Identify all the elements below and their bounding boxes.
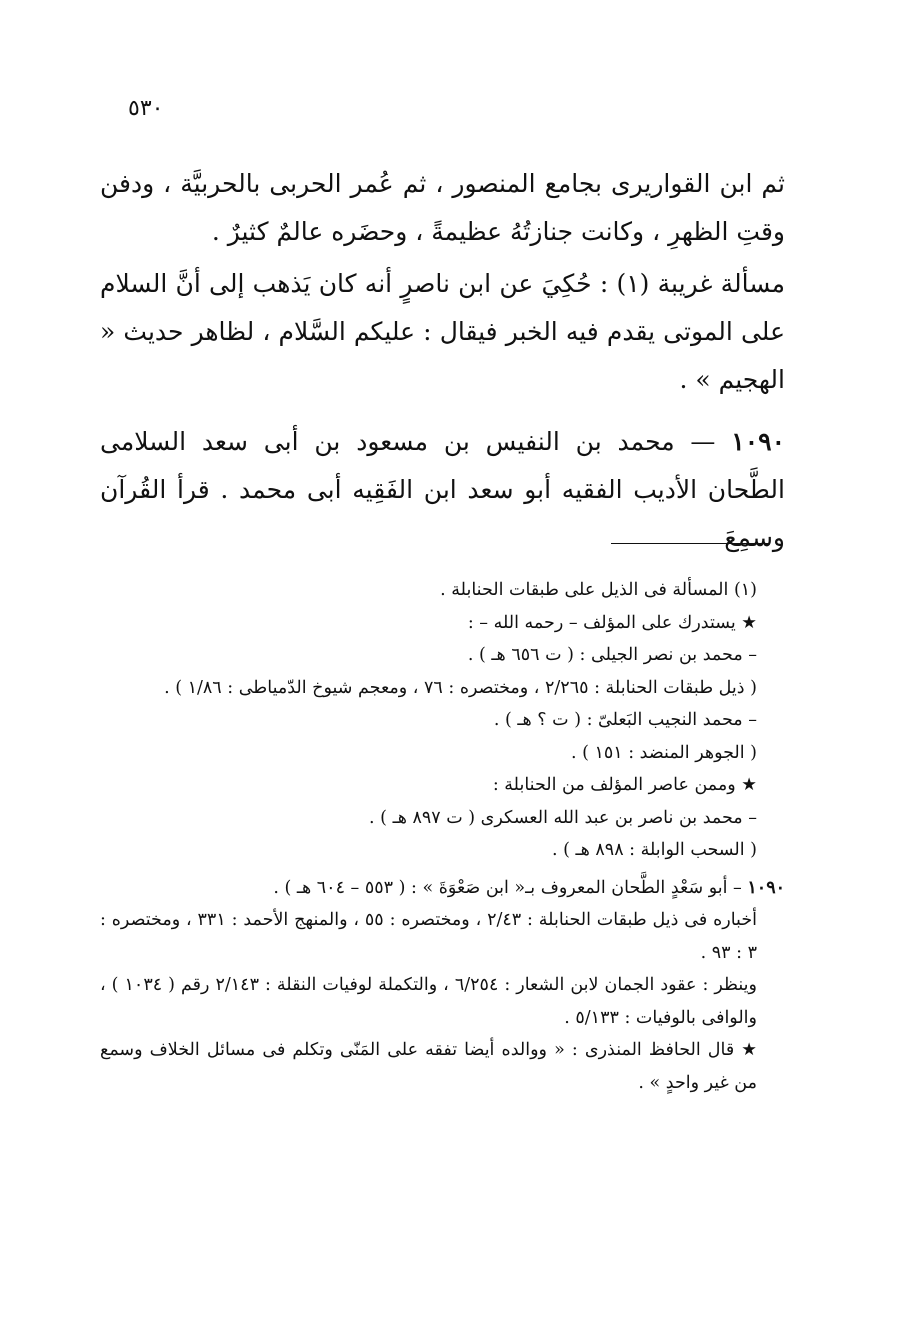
- footnote-line: – محمد بن نصر الجيلى : ( ت ٦٥٦ هـ ) .: [467, 645, 757, 665]
- footnote-entry: [100, 872, 785, 905]
- main-paragraph: مسألة غريبة (١) : حُكِيَ عن ابن ناصرٍ أنه كان يَذهب إلى أنَّ السلام على الموتى يقدم فيه الخبر فيقال : عليكم السَّلام ، لظاهر حديث « الهجيم » .: [100, 269, 785, 394]
- page-number: ٥٣٠: [128, 96, 164, 121]
- footnote-entry-number: ١٠٩٠: [747, 877, 785, 898]
- footnote-source: وينظر : عقود الجمان لابن الشعار : ٦/٢٥٤ ، والتكملة لوفيات النقلة : ٢/١٤٣ رقم ( ١٠٣٤ ) ، والوافى بالوفيات : ٥/١٣٣ .: [100, 975, 757, 1028]
- footnote-line: ★ يستدرك على المؤلف – رحمه الله – :: [467, 612, 757, 633]
- biography-entry: [100, 418, 785, 562]
- footnote-separator: [611, 543, 769, 544]
- footnote-source: ★ قال الحافظ المنذرى : « ووالده أيضا تفقه على المَنّى وتكلم فى مسائل الخلاف وسمع من غير واحدٍ » .: [100, 1040, 757, 1093]
- footnote-line: (١) المسألة فى الذيل على طبقات الحنابلة .: [440, 580, 757, 600]
- footnote-line: ( ذيل طبقات الحنابلة : ٢/٢٦٥ ، ومختصره : ٧٦ ، ومعجم شيوخ الدّمياطى : ١/٨٦ ) .: [164, 677, 757, 698]
- footnote-entry-text: – أبو سَعْدٍ الطَّحان المعروف بـ« ابن صَعْوَةَ » : ( ٥٥٣ – ٦٠٤ هـ ) .: [273, 877, 742, 898]
- footnote-source: أخباره فى ذيل طبقات الحنابلة : ٢/٤٣ ، ومختصره : ٥٥ ، والمنهج الأحمد : ٣٣١ ، ومختصره : ٣ : ٩٣ .: [100, 910, 757, 963]
- main-text: [100, 160, 785, 562]
- entry-number: ١٠٩٠: [731, 427, 785, 456]
- footnote-line: – محمد النجيب البَعلىّ : ( ت ؟ هـ ) .: [493, 710, 757, 730]
- entry-text: — محمد بن النفيس بن مسعود بن أبى سعد السلامى الطَّحان الأديب الفقيه أبو سعد ابن الفَقِيه أبى محمد . قرأ القُرآن وسمِعَ: [100, 427, 785, 552]
- footnote-line: – محمد بن ناصر بن عبد الله العسكرى ( ت ٨٩٧ هـ ) .: [369, 807, 757, 828]
- footnote-line: ★ وممن عاصر المؤلف من الحنابلة :: [492, 775, 757, 795]
- footnote-line: ( السحب الوابلة : ٨٩٨ هـ ) .: [551, 840, 757, 860]
- footnotes: [100, 574, 785, 1099]
- main-paragraph: ثم ابن القواريرى بجامع المنصور ، ثم عُمر الحربى بالحربيَّة ، ودفن وقتِ الظهرِ ، وكانت جنازتُهُ عظيمةً ، وحضَره عالمٌ كثيرٌ .: [100, 169, 785, 246]
- footnote-line: ( الجوهر المنضد : ١٥١ ) .: [570, 742, 757, 763]
